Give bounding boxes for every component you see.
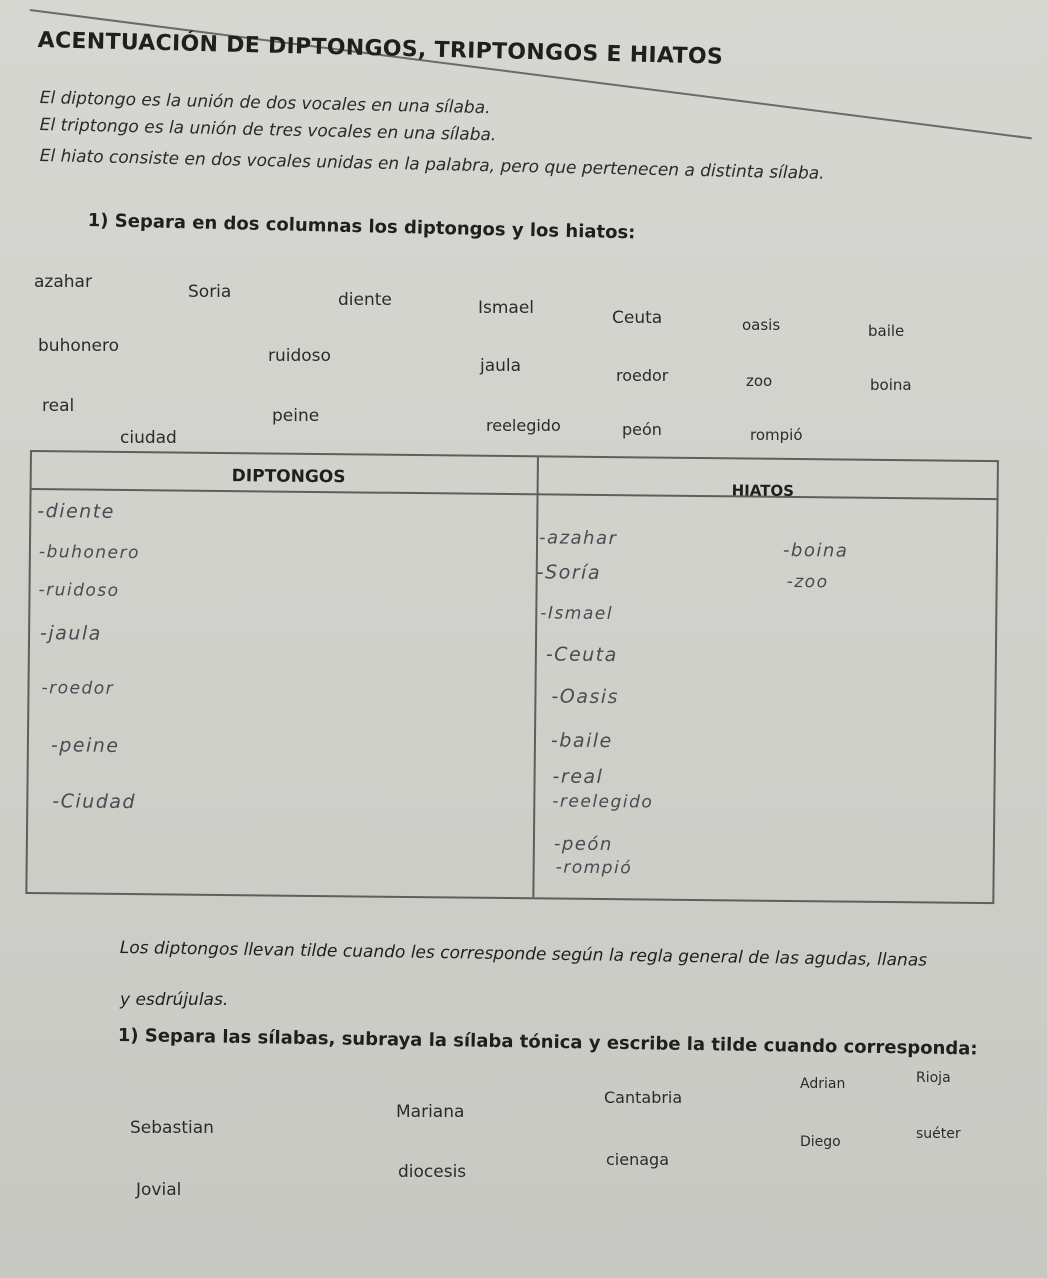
word-item: peine: [272, 406, 320, 426]
table-column-divider: [532, 457, 539, 897]
worksheet-title: ACENTUACIÓN DE DIPTONGOS, TRIPTONGOS E HIATOS: [37, 28, 724, 70]
handwritten-entry: -Ceuta: [545, 643, 618, 667]
handwritten-entry: -reelegido: [552, 791, 654, 813]
word-item: cienaga: [606, 1150, 669, 1169]
word-item: real: [42, 396, 75, 416]
handwritten-entry: -peón: [553, 833, 613, 856]
word-item: Diego: [800, 1134, 841, 1150]
word-item: ruidoso: [268, 346, 331, 366]
word-item: Sebastian: [130, 1118, 214, 1138]
column-header-hiatos: HIATOS: [731, 481, 795, 501]
word-item: peón: [622, 420, 662, 439]
handwritten-entry: -azahar: [538, 527, 618, 550]
word-item: Mariana: [396, 1102, 465, 1122]
word-item: Soria: [188, 282, 232, 302]
word-item: buhonero: [38, 336, 119, 356]
exercise2-instruction: 1) Separa las sílabas, subraya la sílaba tónica y escribe la tilde cuando corresponda:: [117, 1025, 978, 1060]
word-item: boina: [870, 376, 912, 394]
table-header-divider: [32, 488, 997, 500]
word-item: Adrian: [800, 1076, 846, 1092]
word-item: Jovial: [136, 1180, 182, 1200]
word-item: azahar: [34, 272, 92, 292]
word-item: baile: [868, 322, 905, 340]
accent-rule-note: Los diptongos llevan tilde cuando les corresponde según la regla general de las agudas, llanas: [119, 938, 928, 971]
word-item: suéter: [916, 1126, 961, 1142]
handwritten-entry: -peine: [50, 734, 120, 757]
word-item: Ceuta: [612, 308, 663, 328]
word-item: zoo: [746, 372, 773, 390]
handwritten-entry: -Ciudad: [52, 790, 137, 814]
handwritten-entry: -baile: [550, 729, 613, 753]
definition-diptongo: El diptongo es la unión de dos vocales en una sílaba.: [39, 88, 491, 119]
word-item: roedor: [616, 366, 669, 385]
word-item: Ismael: [478, 298, 535, 318]
handwritten-entry: -jaula: [39, 622, 102, 645]
word-item: oasis: [742, 316, 781, 334]
word-item: Rioja: [916, 1070, 951, 1086]
column-header-diptongos: DIPTONGOS: [231, 466, 346, 488]
handwritten-entry: -ruidoso: [38, 580, 120, 601]
handwritten-entry: -boina: [782, 539, 849, 562]
handwritten-entry: -diente: [37, 500, 116, 523]
word-item: diocesis: [398, 1162, 467, 1182]
accent-rule-note-continued: y esdrújulas.: [120, 990, 229, 1010]
word-item: diente: [338, 290, 392, 310]
handwritten-entry: -Oasis: [551, 685, 620, 709]
definition-hiato: El hiato consiste en dos vocales unidas en la palabra, pero que pertenecen a distinta sílaba.: [39, 146, 825, 184]
word-item: reelegido: [486, 416, 561, 435]
handwritten-entry: -roedor: [41, 678, 115, 699]
handwritten-entry: -buhonero: [38, 542, 141, 564]
handwritten-entry: -real: [552, 765, 604, 789]
word-item: rompió: [750, 426, 803, 444]
handwritten-entry: -Ismael: [540, 603, 614, 625]
word-item: jaula: [480, 356, 522, 376]
word-item: Cantabria: [604, 1088, 683, 1107]
handwritten-entry: -zoo: [786, 571, 829, 593]
handwritten-entry: -rompió: [555, 857, 633, 879]
exercise1-instruction: 1) Separa en dos columnas los diptongos y los hiatos:: [87, 210, 636, 244]
definition-triptongo: El triptongo es la unión de tres vocales en una sílaba.: [39, 115, 497, 146]
classification-table: [25, 450, 999, 904]
handwritten-entry: -Soría: [536, 561, 602, 584]
word-item: ciudad: [120, 428, 177, 448]
